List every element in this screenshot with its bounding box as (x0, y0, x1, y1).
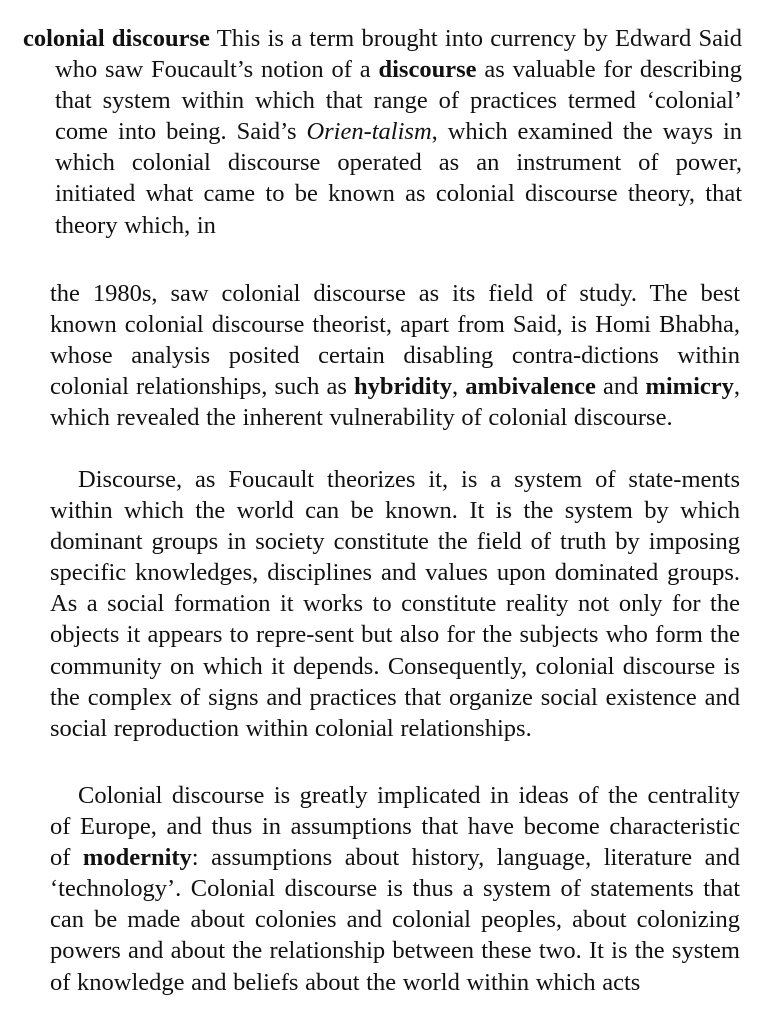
glossary-entry-paragraph (23, 23, 742, 241)
entry-headword: colonial discourse (23, 25, 210, 52)
body-text: : assumptions about history, language, literature and ‘technology’. Colonial discourse is thus a system of statements that can be made about colonies and colonial peoples, about colonizing powers and about the relationship between these two. It is the system of knowledge and beliefs about the world within which acts (50, 844, 740, 996)
entry-text: , which examined the ways in which colonial discourse operated as an instrument of power, initiated what came to be known as colonial discourse theory, that theory which, in (55, 118, 742, 239)
cross-reference-term: ambivalence (465, 373, 596, 401)
body-text: Colonial discourse is greatly implicated in ideas of the centrality of Europe, and thus in assumptions that have become characteristic of (50, 782, 740, 872)
cross-reference-term: modernity (82, 844, 192, 872)
body-paragraph (50, 464, 740, 744)
body-text: the 1980s, saw colonial discourse as its field of study. The best known colonial discourse theorist, apart from Said, is Homi Bhabha, whose analysis posited certain disabling contra-dictions within colonial relationships, such as (50, 280, 740, 401)
body-text: , (451, 373, 466, 401)
continued-paragraph (50, 278, 740, 433)
body-paragraph (50, 780, 740, 998)
body-text: , which revealed the inherent vulnerability of colonial discourse. (50, 373, 741, 432)
cross-reference-term: mimicry (645, 373, 734, 401)
entry-text: as valuable for describing that system within which that range of practices termed ‘colonial’ come into being. Said’s (55, 56, 742, 146)
entry-text: This is a term brought into currency by Edward Said who saw Foucault’s notion of a (55, 25, 743, 84)
body-text: Discourse, as Foucault theorizes it, is a system of state-ments within which the world can be known. It is the system by which dominant groups in society constitute the field of truth by imposing specific knowledges, disciplines and values upon dominated groups. As a social formation it works to constitute reality not only for the objects it appears to repre-sent but also for the subjects who form the community on which it depends. Consequently, colonial discourse is the complex of signs and practices that organize social existence and social reproduction within colonial relationships. (50, 466, 740, 742)
italic-title: Orien-talism (306, 118, 432, 146)
cross-reference-term: discourse (378, 56, 477, 84)
cross-reference-term: hybridity (353, 373, 452, 401)
body-text: and (595, 373, 646, 401)
